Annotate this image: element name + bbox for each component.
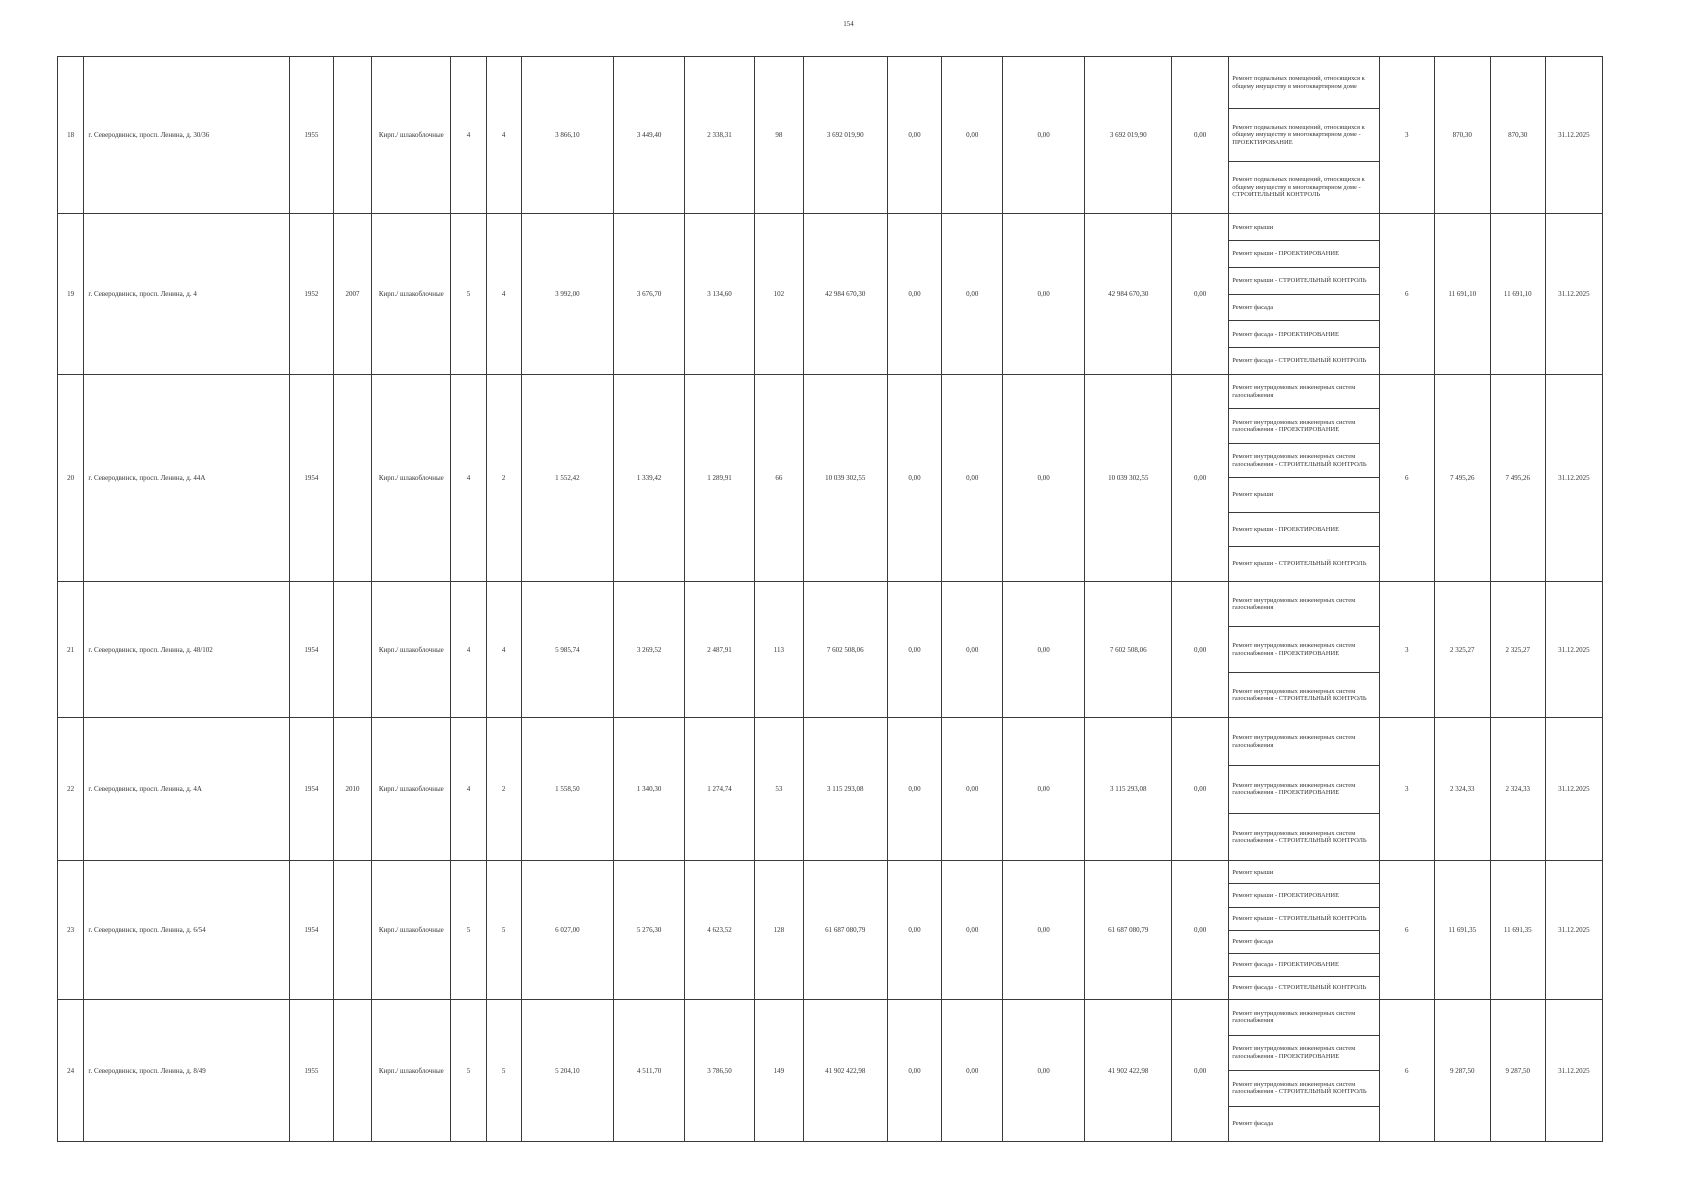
row-number: 20 [58, 375, 84, 582]
unit-cost: 11 691,35 [1434, 861, 1490, 1000]
owner-funds: 3 692 019,90 [1085, 57, 1172, 214]
row-number: 24 [58, 1000, 84, 1142]
overhaul-year: 2010 [333, 718, 371, 861]
unit-cost: 2 325,27 [1434, 581, 1490, 717]
local-funds: 0,00 [1002, 861, 1084, 1000]
work-type-item: Ремонт крыши - ПРОЕКТИРОВАНИЕ [1229, 884, 1379, 907]
work-type-item: Ремонт крыши - СТРОИТЕЛЬНЫЙ КОНТРОЛЬ [1232, 560, 1367, 568]
living-area: 4 511,70 [613, 1000, 684, 1142]
work-types-cell [1229, 214, 1380, 375]
address: г. Северодвинск, просп. Ленина, д. 4А [84, 718, 289, 861]
total-cost: 3 115 293,08 [804, 718, 888, 861]
work-type-item: Ремонт крыши - ПРОЕКТИРОВАНИЕ [1229, 513, 1379, 547]
table-body [58, 57, 1603, 1142]
construction-year: 1955 [289, 57, 333, 214]
works-count: 6 [1379, 861, 1434, 1000]
private-area: 1 274,74 [685, 718, 754, 861]
owner-funds: 3 115 293,08 [1085, 718, 1172, 861]
wall-material: Кирп./ шлакоблочные [372, 375, 451, 582]
total-area: 1 552,42 [521, 375, 613, 582]
table-row [58, 375, 1603, 582]
completion-date: 31.12.2025 [1545, 581, 1602, 717]
residents-count: 149 [754, 1000, 803, 1142]
work-types-cell [1229, 861, 1380, 1000]
private-area: 4 623,52 [685, 861, 754, 1000]
living-area: 3 449,40 [613, 57, 684, 214]
max-unit-cost: 7 495,26 [1490, 375, 1545, 582]
construction-year: 1954 [289, 375, 333, 582]
private-area: 3 786,50 [685, 1000, 754, 1142]
wall-material: Кирп./ шлакоблочные [372, 581, 451, 717]
private-area: 1 289,91 [685, 375, 754, 582]
address: г. Северодвинск, просп. Ленина, д. 4 [84, 214, 289, 375]
floors-count: 5 [451, 1000, 486, 1142]
entrances-count: 4 [486, 57, 521, 214]
work-type-item: Ремонт фасада - ПРОЕКТИРОВАНИЕ [1229, 954, 1379, 977]
work-types-cell [1229, 375, 1380, 582]
overhaul-year [333, 861, 371, 1000]
work-types-list [1229, 57, 1379, 213]
owner-funds: 7 602 508,06 [1085, 581, 1172, 717]
work-type-item: Ремонт внутридомовых инженерных систем газоснабжения [1229, 1000, 1379, 1036]
row-number: 19 [58, 214, 84, 375]
table-row [58, 581, 1603, 717]
unit-cost: 9 287,50 [1434, 1000, 1490, 1142]
completion-date: 31.12.2025 [1545, 214, 1602, 375]
total-cost: 7 602 508,06 [804, 581, 888, 717]
work-types-cell [1229, 57, 1380, 214]
work-type-item: Ремонт внутридомовых инженерных систем газоснабжения [1229, 718, 1379, 766]
work-type-item: Ремонт подвальных помещений, относящихся к общему имуществу в многоквартирном доме [1229, 57, 1379, 109]
entrances-count: 5 [486, 861, 521, 1000]
construction-year: 1954 [289, 861, 333, 1000]
work-type-item: Ремонт внутридомовых инженерных систем газоснабжения - СТРОИТЕЛЬНЫЙ КОНТРОЛЬ [1229, 1071, 1379, 1107]
table-row [58, 718, 1603, 861]
work-type-item: Ремонт крыши - СТРОИТЕЛЬНЫЙ КОНТРОЛЬ [1229, 268, 1379, 295]
residents-count: 113 [754, 581, 803, 717]
wall-material: Кирп./ шлакоблочные [372, 57, 451, 214]
entrances-count: 4 [486, 214, 521, 375]
works-count: 3 [1379, 718, 1434, 861]
work-type-item: Ремонт фасада [1229, 295, 1379, 322]
address: г. Северодвинск, просп. Ленина, д. 8/49 [84, 1000, 289, 1142]
work-types-list [1229, 1000, 1379, 1141]
entrances-count: 4 [486, 581, 521, 717]
owner-funds: 41 902 422,98 [1085, 1000, 1172, 1142]
address: г. Северодвинск, просп. Ленина, д. 6/54 [84, 861, 289, 1000]
wall-material: Кирп./ шлакоблочные [372, 718, 451, 861]
local-funds: 0,00 [1002, 375, 1084, 582]
total-area: 3 866,10 [521, 57, 613, 214]
total-area: 6 027,00 [521, 861, 613, 1000]
overhaul-year [333, 1000, 371, 1142]
works-count: 6 [1379, 214, 1434, 375]
work-type-item: Ремонт крыши - ПРОЕКТИРОВАНИЕ [1229, 241, 1379, 268]
max-unit-cost: 11 691,10 [1490, 214, 1545, 375]
residents-count: 98 [754, 57, 803, 214]
floors-count: 4 [451, 581, 486, 717]
other-funds: 0,00 [1172, 214, 1229, 375]
federal-funds: 0,00 [887, 861, 942, 1000]
regional-funds: 0,00 [942, 581, 1002, 717]
overhaul-year: 2007 [333, 214, 371, 375]
regional-funds: 0,00 [942, 861, 1002, 1000]
work-type-item: Ремонт внутридомовых инженерных систем газоснабжения - ПРОЕКТИРОВАНИЕ [1229, 1036, 1379, 1072]
other-funds: 0,00 [1172, 718, 1229, 861]
federal-funds: 0,00 [887, 214, 942, 375]
living-area: 3 269,52 [613, 581, 684, 717]
total-cost: 3 692 019,90 [804, 57, 888, 214]
living-area: 5 276,30 [613, 861, 684, 1000]
work-type-item: Ремонт внутридомовых инженерных систем газоснабжения - ПРОЕКТИРОВАНИЕ [1229, 409, 1379, 443]
total-cost: 42 984 670,30 [804, 214, 888, 375]
federal-funds: 0,00 [887, 581, 942, 717]
other-funds: 0,00 [1172, 57, 1229, 214]
address: г. Северодвинск, просп. Ленина, д. 30/36 [84, 57, 289, 214]
unit-cost: 2 324,33 [1434, 718, 1490, 861]
residents-count: 128 [754, 861, 803, 1000]
table-row [58, 861, 1603, 1000]
total-area: 5 204,10 [521, 1000, 613, 1142]
living-area: 1 340,30 [613, 718, 684, 861]
completion-date: 31.12.2025 [1545, 718, 1602, 861]
regional-funds: 0,00 [942, 375, 1002, 582]
owner-funds: 10 039 302,55 [1085, 375, 1172, 582]
work-type-item: Ремонт внутридомовых инженерных систем газоснабжения [1229, 582, 1379, 627]
other-funds: 0,00 [1172, 1000, 1229, 1142]
max-unit-cost: 870,30 [1490, 57, 1545, 214]
other-funds: 0,00 [1172, 581, 1229, 717]
residents-count: 53 [754, 718, 803, 861]
total-cost: 41 902 422,98 [804, 1000, 888, 1142]
local-funds: 0,00 [1002, 57, 1084, 214]
work-type-item: Ремонт внутридомовых инженерных систем газоснабжения - ПРОЕКТИРОВАНИЕ [1229, 766, 1379, 814]
page-number: 154 [843, 20, 854, 28]
total-cost: 10 039 302,55 [804, 375, 888, 582]
living-area: 1 339,42 [613, 375, 684, 582]
floors-count: 5 [451, 861, 486, 1000]
construction-year: 1955 [289, 1000, 333, 1142]
local-funds: 0,00 [1002, 1000, 1084, 1142]
overhaul-year [333, 375, 371, 582]
local-funds: 0,00 [1002, 718, 1084, 861]
owner-funds: 61 687 080,79 [1085, 861, 1172, 1000]
wall-material: Кирп./ шлакоблочные [372, 861, 451, 1000]
completion-date: 31.12.2025 [1545, 861, 1602, 1000]
work-type-item: Ремонт фасада - СТРОИТЕЛЬНЫЙ КОНТРОЛЬ [1232, 984, 1367, 992]
completion-date: 31.12.2025 [1545, 1000, 1602, 1142]
construction-year: 1954 [289, 581, 333, 717]
capital-repair-table [57, 56, 1603, 1142]
entrances-count: 5 [486, 1000, 521, 1142]
work-type-item: Ремонт крыши - СТРОИТЕЛЬНЫЙ КОНТРОЛЬ [1229, 908, 1379, 931]
residents-count: 102 [754, 214, 803, 375]
unit-cost: 7 495,26 [1434, 375, 1490, 582]
residents-count: 66 [754, 375, 803, 582]
total-cost: 61 687 080,79 [804, 861, 888, 1000]
total-area: 1 558,50 [521, 718, 613, 861]
work-types-cell [1229, 581, 1380, 717]
work-type-item: Ремонт внутридомовых инженерных систем газоснабжения [1229, 375, 1379, 409]
overhaul-year [333, 57, 371, 214]
work-types-list [1229, 861, 1379, 999]
works-count: 6 [1379, 375, 1434, 582]
table-row [58, 1000, 1603, 1142]
private-area: 3 134,60 [685, 214, 754, 375]
address: г. Северодвинск, просп. Ленина, д. 44А [84, 375, 289, 582]
private-area: 2 338,31 [685, 57, 754, 214]
regional-funds: 0,00 [942, 718, 1002, 861]
completion-date: 31.12.2025 [1545, 57, 1602, 214]
work-type-item: Ремонт внутридомовых инженерных систем газоснабжения - СТРОИТЕЛЬНЫЙ КОНТРОЛЬ [1232, 687, 1367, 703]
wall-material: Кирп./ шлакоблочные [372, 214, 451, 375]
max-unit-cost: 11 691,35 [1490, 861, 1545, 1000]
work-type-item: Ремонт внутридомовых инженерных систем газоснабжения - ПРОЕКТИРОВАНИЕ [1229, 627, 1379, 672]
work-type-item: Ремонт внутридомовых инженерных систем газоснабжения - СТРОИТЕЛЬНЫЙ КОНТРОЛЬ [1229, 444, 1379, 478]
table-row [58, 214, 1603, 375]
construction-year: 1954 [289, 718, 333, 861]
other-funds: 0,00 [1172, 375, 1229, 582]
total-area: 5 985,74 [521, 581, 613, 717]
work-type-item: Ремонт подвальных помещений, относящихся к общему имуществу в многоквартирном доме - СТРОИТЕЛЬНЫЙ КОНТРОЛЬ [1232, 176, 1365, 199]
work-type-item: Ремонт подвальных помещений, относящихся к общему имуществу в многоквартирном доме - ПРОЕКТИРОВАНИЕ [1229, 109, 1379, 161]
other-funds: 0,00 [1172, 861, 1229, 1000]
work-type-item: Ремонт фасада - ПРОЕКТИРОВАНИЕ [1229, 321, 1379, 348]
max-unit-cost: 2 325,27 [1490, 581, 1545, 717]
total-area: 3 992,00 [521, 214, 613, 375]
works-count: 3 [1379, 57, 1434, 214]
regional-funds: 0,00 [942, 57, 1002, 214]
work-types-list [1229, 718, 1379, 860]
construction-year: 1952 [289, 214, 333, 375]
row-number: 21 [58, 581, 84, 717]
entrances-count: 2 [486, 375, 521, 582]
floors-count: 4 [451, 718, 486, 861]
work-type-item: Ремонт крыши [1229, 861, 1379, 884]
works-count: 3 [1379, 581, 1434, 717]
max-unit-cost: 2 324,33 [1490, 718, 1545, 861]
local-funds: 0,00 [1002, 581, 1084, 717]
work-type-item: Ремонт фасада [1229, 931, 1379, 954]
work-types-list [1229, 582, 1379, 717]
row-number: 18 [58, 57, 84, 214]
work-type-item: Ремонт внутридомовых инженерных систем газоснабжения - СТРОИТЕЛЬНЫЙ КОНТРОЛЬ [1232, 829, 1367, 845]
work-types-cell [1229, 718, 1380, 861]
work-types-list [1229, 214, 1379, 374]
table-row [58, 57, 1603, 214]
federal-funds: 0,00 [887, 57, 942, 214]
entrances-count: 2 [486, 718, 521, 861]
floors-count: 4 [451, 375, 486, 582]
unit-cost: 11 691,10 [1434, 214, 1490, 375]
federal-funds: 0,00 [887, 1000, 942, 1142]
regional-funds: 0,00 [942, 214, 1002, 375]
regional-funds: 0,00 [942, 1000, 1002, 1142]
living-area: 3 676,70 [613, 214, 684, 375]
work-type-item: Ремонт фасада [1232, 1120, 1274, 1128]
wall-material: Кирп./ шлакоблочные [372, 1000, 451, 1142]
address: г. Северодвинск, просп. Ленина, д. 48/102 [84, 581, 289, 717]
work-type-item: Ремонт крыши [1229, 214, 1379, 241]
max-unit-cost: 9 287,50 [1490, 1000, 1545, 1142]
private-area: 2 487,91 [685, 581, 754, 717]
completion-date: 31.12.2025 [1545, 375, 1602, 582]
work-types-cell [1229, 1000, 1380, 1142]
unit-cost: 870,30 [1434, 57, 1490, 214]
federal-funds: 0,00 [887, 718, 942, 861]
works-count: 6 [1379, 1000, 1434, 1142]
work-type-item: Ремонт крыши [1229, 478, 1379, 512]
work-types-list [1229, 375, 1379, 581]
floors-count: 5 [451, 214, 486, 375]
owner-funds: 42 984 670,30 [1085, 214, 1172, 375]
row-number: 23 [58, 861, 84, 1000]
overhaul-year [333, 581, 371, 717]
floors-count: 4 [451, 57, 486, 214]
federal-funds: 0,00 [887, 375, 942, 582]
row-number: 22 [58, 718, 84, 861]
work-type-item: Ремонт фасада - СТРОИТЕЛЬНЫЙ КОНТРОЛЬ [1232, 357, 1367, 365]
local-funds: 0,00 [1002, 214, 1084, 375]
